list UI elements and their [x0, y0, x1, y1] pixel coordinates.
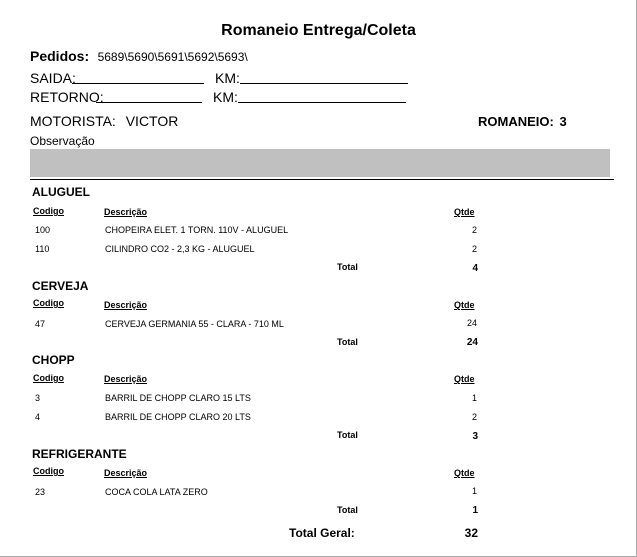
group-total-label: Total: [337, 262, 358, 272]
item-qtde: 24: [466, 318, 477, 328]
col-codigo-header: Codigo: [33, 298, 64, 308]
header-divider: [30, 179, 614, 180]
retorno-km-label: KM:: [213, 89, 238, 105]
item-descricao: BARRIL DE CHOPP CLARO 20 LTS: [105, 412, 251, 422]
group-total-label: Total: [337, 430, 358, 440]
item-codigo: 3: [35, 393, 41, 403]
observacao-box: [30, 149, 610, 177]
pedidos-value: 5689\5690\5691\5692\5693\: [97, 50, 248, 64]
saida-label: SAIDA:: [30, 70, 76, 86]
col-qtde-header: Qtde: [454, 374, 475, 384]
item-qtde: 2: [471, 244, 477, 254]
grand-total-label: Total Geral:: [289, 526, 355, 540]
observacao-label: Observação: [30, 134, 95, 148]
col-qtde-header: Qtde: [454, 468, 475, 478]
group-total-value: 4: [472, 263, 478, 274]
group-total-label: Total: [337, 337, 358, 347]
item-descricao: COCA COLA LATA ZERO: [105, 487, 208, 497]
group-title: CHOPP: [32, 353, 75, 367]
item-codigo: 23: [35, 487, 46, 497]
retorno-km-line: [238, 90, 406, 103]
col-descricao-header: Descrição: [104, 374, 148, 384]
item-codigo: 110: [35, 244, 50, 254]
group-total-label: Total: [337, 505, 358, 515]
group-total-value: 1: [472, 505, 478, 516]
col-codigo-header: Codigo: [33, 206, 64, 216]
motorista-value: VICTOR: [125, 113, 179, 129]
saida-km-label: KM:: [215, 70, 240, 86]
romaneio-value: 3: [559, 114, 567, 129]
item-codigo: 4: [35, 412, 41, 422]
report-title: Romaneio Entrega/Coleta: [221, 22, 416, 39]
col-codigo-header: Codigo: [33, 373, 64, 383]
grand-total-value: 32: [464, 526, 478, 540]
item-qtde: 2: [471, 225, 477, 235]
group-title: CERVEJA: [32, 279, 89, 293]
col-descricao-header: Descrição: [104, 300, 148, 310]
retorno-line: [96, 90, 202, 103]
item-descricao: BARRIL DE CHOPP CLARO 15 LTS: [105, 393, 251, 403]
col-descricao-header: Descrição: [104, 207, 148, 217]
item-descricao: CILINDRO CO2 - 2,3 KG - ALUGUEL: [105, 244, 255, 254]
col-codigo-header: Codigo: [33, 466, 64, 476]
col-descricao-header: Descrição: [104, 468, 148, 478]
item-codigo: 100: [35, 225, 51, 235]
motorista-label: MOTORISTA:: [30, 113, 116, 129]
group-title: ALUGUEL: [32, 185, 90, 199]
group-title: REFRIGERANTE: [32, 447, 127, 461]
saida-line: [72, 71, 204, 84]
motorista-row: [30, 113, 178, 129]
romaneio-row: [478, 114, 567, 129]
col-qtde-header: Qtde: [454, 207, 475, 217]
col-qtde-header: Qtde: [454, 300, 475, 310]
item-descricao: CHOPEIRA ELET. 1 TORN. 110V - ALUGUEL: [105, 225, 289, 235]
pedidos-label: Pedidos:: [30, 48, 90, 64]
item-qtde: 2: [471, 412, 477, 422]
item-qtde: 1: [471, 393, 477, 403]
item-qtde: 1: [471, 486, 477, 496]
group-total-value: 3: [472, 431, 478, 442]
pedidos-row: [30, 48, 248, 66]
retorno-label: RETORNO:: [30, 89, 104, 105]
item-descricao: CERVEJA GERMANIA 55 - CLARA - 710 ML: [105, 319, 284, 329]
romaneio-label: ROMANEIO:: [478, 114, 554, 129]
group-total-value: 24: [466, 337, 478, 348]
saida-km-line: [240, 71, 408, 84]
item-codigo: 47: [35, 319, 46, 329]
